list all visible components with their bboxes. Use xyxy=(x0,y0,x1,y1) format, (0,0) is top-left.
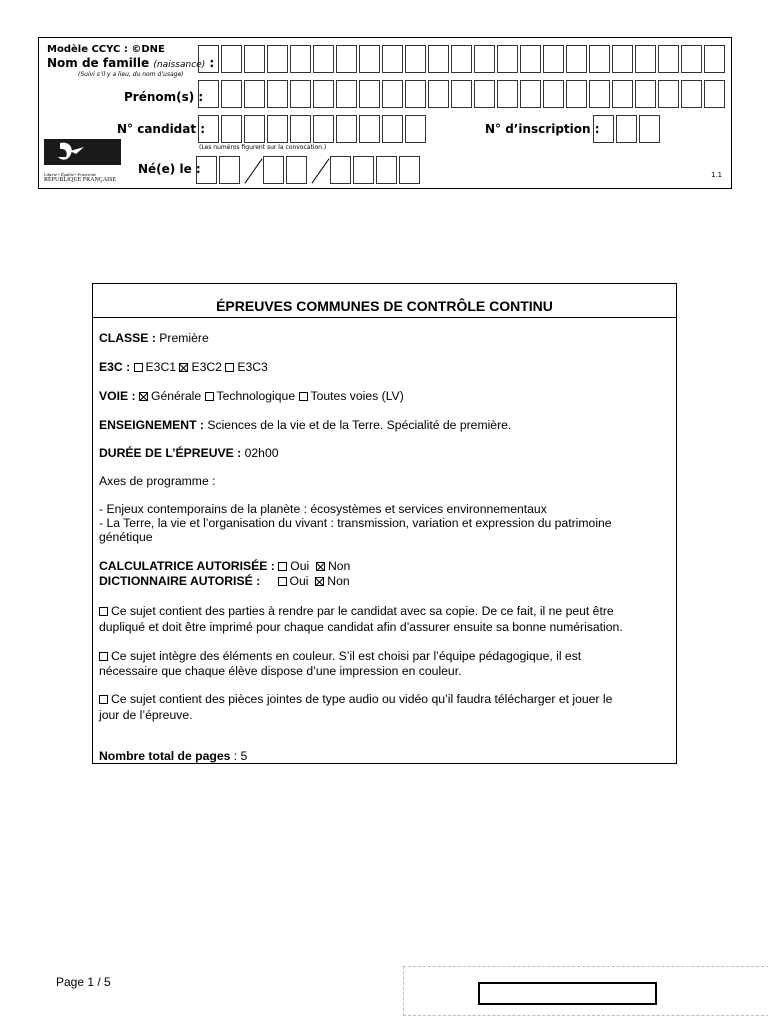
note-audio-cont: jour de l’épreuve. xyxy=(99,708,193,722)
family-name-boxes[interactable] xyxy=(198,45,727,73)
birth-month-boxes[interactable] xyxy=(263,156,309,184)
e3c-line xyxy=(99,360,268,375)
e3c3-label: E3C3 xyxy=(237,360,268,374)
axes-item-2: - La Terre, la vie et l’organisation du vivant : transmission, variation et expression du patrimoine xyxy=(99,516,612,530)
voie-line xyxy=(99,389,404,404)
classe-line xyxy=(99,331,209,346)
numbers-note: (Les numéros figurent sur la convocation.) xyxy=(199,144,327,151)
note-couleur-cont: nécessaire que chaque élève dispose d’une impression en couleur. xyxy=(99,664,462,678)
duree-label: DURÉE DE L’ÉPREUVE : xyxy=(99,446,242,460)
birth-day-boxes[interactable] xyxy=(196,156,242,184)
page-number: Page 1 / 5 xyxy=(56,975,111,989)
voie-label: VOIE : xyxy=(99,389,136,403)
duree-line xyxy=(99,446,279,461)
calc-oui-label: Oui xyxy=(290,559,310,573)
calculatrice-line xyxy=(99,559,350,574)
calculatrice-label: CALCULATRICE AUTORISÉE : xyxy=(99,559,275,573)
candidate-number-boxes[interactable] xyxy=(198,115,428,143)
family-name-colon: : xyxy=(205,56,215,70)
dict-oui-checkbox[interactable] xyxy=(278,577,287,586)
candidate-number-label: N° candidat : xyxy=(117,122,206,136)
axes-label: Axes de programme : xyxy=(99,474,216,488)
dictionnaire-label: DICTIONNAIRE AUTORISÉ : xyxy=(99,574,261,588)
note-audio-checkbox[interactable] xyxy=(99,695,108,704)
e3c-label: E3C : xyxy=(99,360,131,374)
calc-non-label: Non xyxy=(327,559,351,573)
family-name-label xyxy=(47,56,214,70)
birth-year-boxes[interactable] xyxy=(330,156,422,184)
note-couleur-checkbox[interactable] xyxy=(99,652,108,661)
voie-generale-checkbox[interactable] xyxy=(139,392,148,401)
logo-name: RÉPUBLIQUE FRANÇAISE xyxy=(44,177,117,183)
e3c3-checkbox[interactable] xyxy=(225,363,234,372)
birth-date-label: Né(e) le : xyxy=(138,162,201,176)
axes-item-1: - Enjeux contemporains de la planète : écosystèmes et services environnementaux xyxy=(99,502,547,516)
note-audio-text: Ce sujet contient des pièces jointes de type audio ou vidéo qu’il faudra télécharger et jouer le xyxy=(111,692,613,706)
enseignement-value: Sciences de la vie et de la Terre. Spécialité de première. xyxy=(207,418,512,432)
duree-value: 02h00 xyxy=(244,446,279,460)
note-audio-line xyxy=(99,692,612,707)
dict-non-checkbox[interactable] xyxy=(315,577,324,586)
note-copie-line xyxy=(99,604,614,619)
family-name-hint: (naissance) xyxy=(153,60,206,70)
first-name-boxes[interactable] xyxy=(198,80,727,108)
title-divider xyxy=(92,317,677,318)
note-copie-checkbox[interactable] xyxy=(99,607,108,616)
enseignement-label: ENSEIGNEMENT : xyxy=(99,418,204,432)
voie-techno-checkbox[interactable] xyxy=(205,392,214,401)
calc-non-checkbox[interactable] xyxy=(316,562,325,571)
pages-label: Nombre total de pages xyxy=(99,749,231,763)
form-version: 1.1 xyxy=(711,171,723,179)
family-name-sub: (Suivi s’il y a lieu, du nom d’usage) xyxy=(78,71,184,78)
e3c1-checkbox[interactable] xyxy=(134,363,143,372)
pages-line xyxy=(99,749,247,764)
calc-oui-checkbox[interactable] xyxy=(278,562,287,571)
enseignement-line xyxy=(99,418,511,433)
model-label: Modèle CCYC : ©DNE xyxy=(47,44,165,55)
note-copie-text: Ce sujet contient des parties à rendre par le candidat avec sa copie. De ce fait, il ne peut être xyxy=(111,604,614,618)
marianne-icon xyxy=(44,139,121,169)
voie-techno-label: Technologique xyxy=(216,389,296,403)
note-couleur-text: Ce sujet intègre des éléments en couleur. S’il est choisi par l’équipe pédagogique, il est xyxy=(111,649,582,663)
footer-code-box xyxy=(478,982,657,1005)
republique-francaise-logo xyxy=(44,139,121,183)
e3c1-label: E3C1 xyxy=(145,360,177,374)
e3c2-label: E3C2 xyxy=(191,360,222,374)
family-name-text: Nom de famille xyxy=(47,56,150,70)
voie-toutes-checkbox[interactable] xyxy=(299,392,308,401)
classe-value: Première xyxy=(159,331,209,345)
exam-title: ÉPREUVES COMMUNES DE CONTRÔLE CONTINU xyxy=(216,298,553,314)
dictionnaire-line xyxy=(99,574,350,589)
logo-motto: Liberté • Égalité • Fraternité xyxy=(44,172,97,177)
axes-item-2-cont: génétique xyxy=(99,530,153,544)
dict-oui-label: Oui xyxy=(289,574,309,588)
voie-toutes-label: Toutes voies (LV) xyxy=(310,389,404,403)
inscription-boxes[interactable] xyxy=(593,115,662,143)
classe-label: CLASSE : xyxy=(99,331,156,345)
note-couleur-line xyxy=(99,649,581,664)
first-name-label: Prénom(s) : xyxy=(124,90,204,104)
note-copie-cont: dupliqué et doit être imprimé pour chaque candidat afin d’assurer ensuite sa bonne numérisation. xyxy=(99,620,623,634)
inscription-label: N° d’inscription : xyxy=(485,122,600,136)
voie-generale-label: Générale xyxy=(150,389,202,403)
pages-value: : 5 xyxy=(230,749,248,763)
e3c2-checkbox[interactable] xyxy=(179,363,188,372)
dict-non-label: Non xyxy=(327,574,350,588)
